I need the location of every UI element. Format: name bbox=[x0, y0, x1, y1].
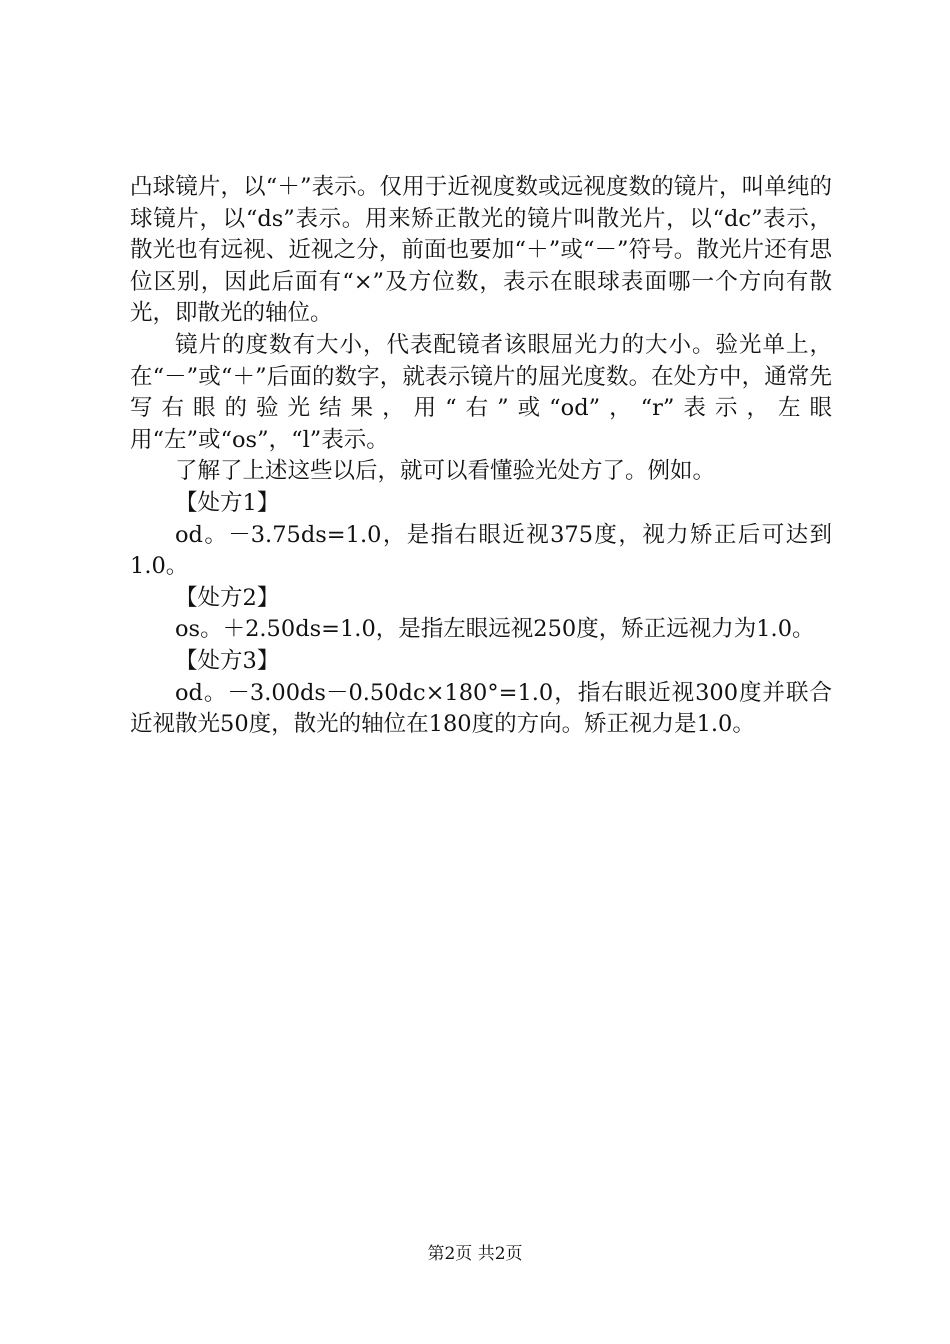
page-footer: 第2页 共2页 bbox=[427, 1244, 523, 1264]
paragraph-intro-examples: 了解了上述这些以后，就可以看懂验光处方了。例如。 bbox=[175, 458, 716, 485]
prescription-2-heading: 【处方2】 bbox=[175, 584, 280, 611]
prescription-3-heading: 【处方3】 bbox=[175, 647, 280, 674]
document-body bbox=[130, 172, 832, 741]
prescription-2-text: os。＋2.50ds=1.0，是指左眼远视250度，矫正远视力为1.0。 bbox=[175, 616, 815, 643]
paragraph-lens-notation: 凸球镜片，以“＋”表示。仅用于近视度数或远视度数的镜片，叫单纯的球镜片，以“ds”表示。用来矫正散光的镜片叫散光片，以“dc”表示，散光也有远视、近视之分，前面也要加“＋”或“－”符号。散光片还有思位区别，因此后面有“×”及方位数，表示在眼球表面哪一个方向有散光，即散光的轴位。 bbox=[130, 174, 832, 327]
paragraph-lens-power: 镜片的度数有大小，代表配镜者该眼屈光力的大小。验光单上，在“－”或“＋”后面的数字，就表示镜片的屈光度数。在处方中，通常先写右眼的验光结果，用“右”或“od”，“r”表示，左眼用“左”或“os”，“l”表示。 bbox=[130, 331, 832, 453]
prescription-3-text: od。－3.00ds－0.50dc×180°=1.0，指右眼近视300度并联合近视散光50度，散光的轴位在180度的方向。矫正视力是1.0。 bbox=[130, 679, 832, 738]
prescription-1-heading: 【处方1】 bbox=[175, 489, 280, 516]
prescription-1-text: od。－3.75ds=1.0，是指右眼近视375度，视力矫正后可达到1.0。 bbox=[130, 521, 832, 580]
